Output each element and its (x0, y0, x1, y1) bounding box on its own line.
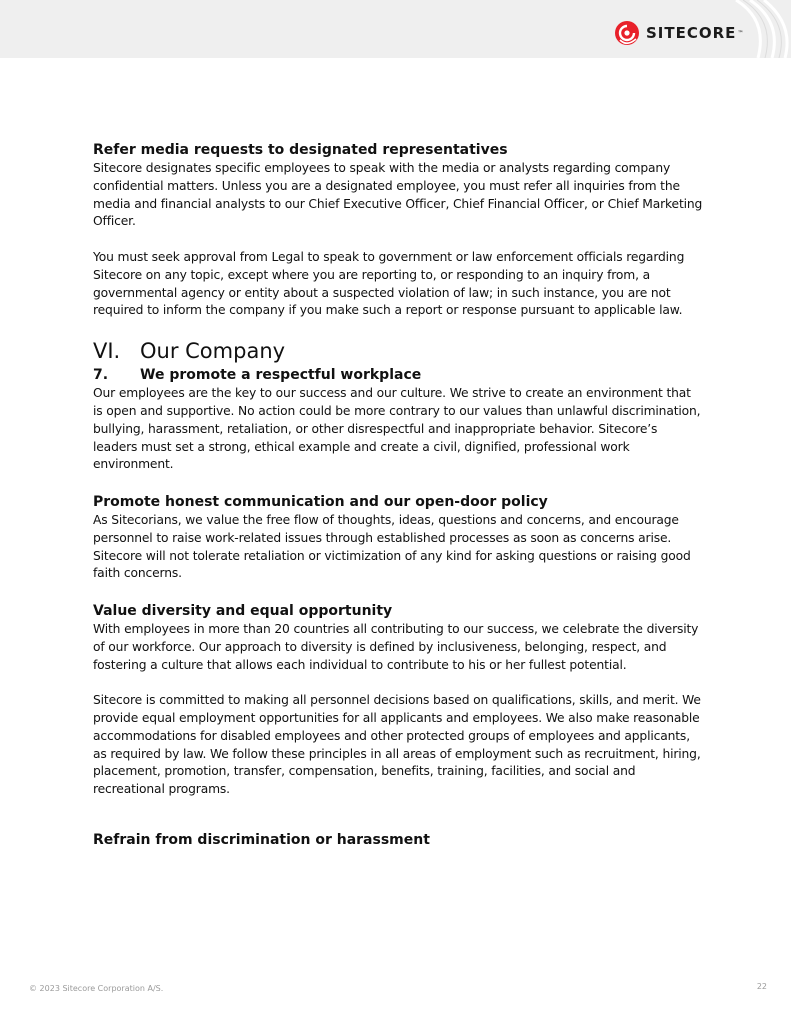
sitecore-logo-icon (614, 20, 640, 46)
section-number: VI. (93, 339, 121, 364)
subsection-heading (93, 366, 703, 385)
decorative-curves-icon (728, 0, 791, 58)
discrimination-heading: Refrain from discrimination or harassment (93, 832, 430, 848)
diversity-heading: Value diversity and equal opportunity (93, 602, 393, 619)
page-content (93, 140, 703, 799)
trademark-symbol: ™ (737, 29, 744, 37)
subsection-number: 7. (93, 367, 109, 384)
communication-heading: Promote honest communication and our open-door policy (93, 493, 548, 510)
section-heading (93, 338, 703, 364)
media-heading: Refer media requests to designated representatives (93, 142, 508, 158)
communication-paragraph: As Sitecorians, we value the free flow of thoughts, ideas, questions and concerns, and encourage personnel to raise work-related issues through established processes as soon as concerns arise. Sitecore will not tolerate retaliation or victimization of any kind for asking questions or raising good faith concerns. (93, 512, 691, 581)
media-paragraph-1: Sitecore designates specific employees to speak with the media or analysts regarding company confidential matters. Unless you are a designated employee, you must refer all inquiries from the media and financial analysts to our Chief Executive Officer, Chief Financial Officer, or Chief Marketing Officer. (93, 161, 703, 229)
subsection-title: We promote a respectful workplace (140, 367, 422, 384)
diversity-paragraph-1: With employees in more than 20 countries all contributing to our success, we celebrate the diversity of our workforce. Our approach to diversity is defined by inclusiveness, belonging, respect, and fostering a culture that allows each individual to contribute to his or her fullest potential. (93, 621, 699, 672)
brand-wordmark: SITECORE (646, 24, 737, 42)
sitecore-logo (614, 20, 743, 46)
workplace-paragraph: Our employees are the key to our success and our culture. We strive to create an environment that is open and supportive. No action could be more contrary to our values than unlawful discrimination, bullying, harassment, retaliation, or other disrespectful and inappropriate behavior. Sitecore’s leaders must set a strong, ethical example and create a civil, dignified, professional work environment. (93, 386, 701, 472)
page-number: 22 (756, 982, 767, 991)
footer-copyright: © 2023 Sitecore Corporation A/S. (29, 984, 164, 993)
diversity-paragraph-2: Sitecore is committed to making all personnel decisions based on qualifications, skills, and merit. We provide equal employment opportunities for all applicants and employees. We also make reasonable accommodations for disabled employees and other protected groups of employees and applicants, as required by law. We follow these principles in all areas of employment such as recruitment, hiring, placement, promotion, transfer, compensation, benefits, training, facilities, and social and recreational programs. (93, 693, 701, 797)
section-title: Our Company (140, 339, 286, 364)
media-paragraph-2: You must seek approval from Legal to speak to government or law enforcement officials regarding Sitecore on any topic, except where you are reporting to, or responding to an inquiry from, a governmental agency or entity about a suspected violation of law; in such instance, you are not required to inform the company if you make such a report or response pursuant to applicable law. (93, 249, 685, 318)
page-header (0, 0, 791, 58)
